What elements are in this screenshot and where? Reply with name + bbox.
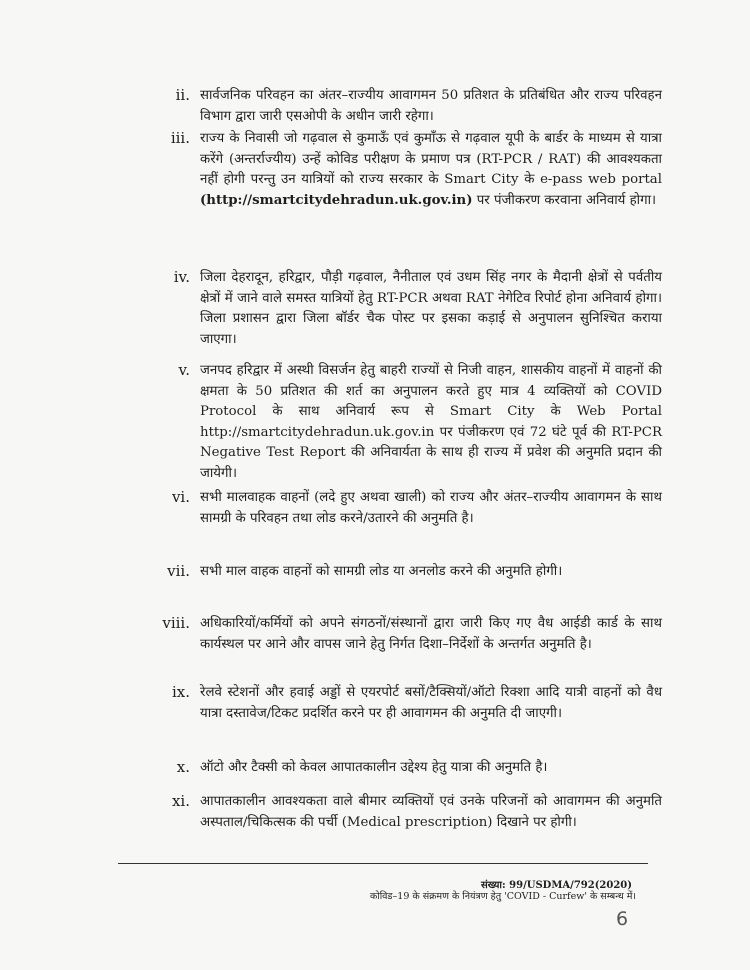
item-number: xi. [171,792,190,810]
item-number: ix. [171,683,190,701]
item-text: अधिकारियों/कर्मियों को अपने संगठनों/संस्थानों द्वारा जारी किए गए वैध आईडी कार्ड के साथ कार्यस्थल पर आने और वापस जाने हेतु निर्गत दिशा–निर्देशों के अन्तर्गत अनुमति है। [200,616,662,652]
item-number: vi. [171,488,190,506]
item-text: सभी मालवाहक वाहनों (लदे हुए अथवा खाली) को राज्य और अंतर–राज्यीय आवागमन के साथ सामग्री के परिवहन तथा लोड करने/उतारने की अनुमति है। [200,490,662,526]
item-text: आपातकालीन आवश्यकता वाले बीमार व्यक्तियों एवं उनके परिजनों को आवागमन की अनुमति अस्पताल/चिकित्सक की पर्ची (Medical prescription) दिखाने पर होगी। [200,794,662,830]
item-text: सभी माल वाहक वाहनों को सामग्री लोड या अनलोड करने की अनुमति होगी। [200,564,563,579]
item-text: राज्य के निवासी जो गढ़वाल से कुमाऊँ एवं कुमाँऊ से गढ़वाल यूपी के बार्डर के माध्यम से यात्रा करेंगे (अन्तर्राज्यीय) उन्हें कोविड परीक्षण के प्रमाण पत्र (RT-PCR / RAT) की आवश्यकता नहीं होगी परन्तु उन यात्रियों को राज्य सरकार के Smart City के e-pass web portal (http://smartcitydehradun.uk.gov.in) पर पंजीकरण करवाना अनिवार्य होगा। [200,131,662,208]
item-number: v. [178,361,190,379]
item-number: x. [176,758,190,776]
portal-url: (http://smartcitydehradun.uk.gov.in) [200,192,473,208]
item-number: ii. [175,86,190,104]
item-text: सार्वजनिक परिवहन का अंतर–राज्यीय आवागमन 50 प्रतिशत के प्रतिबंधित और राज्य परिवहन विभाग द्वारा जारी एसओपी के अधीन जारी रहेगा। [200,88,662,124]
footer-reference: संख्या: 99/USDMA/792(2020) [480,880,632,891]
item-text: ऑटो और टैक्सी को केवल आपातकालीन उद्देश्य हेतु यात्रा की अनुमति है। [200,760,548,775]
page-number: 6 [616,908,629,930]
item-number: iv. [173,268,190,286]
footer-divider [118,863,648,864]
item-text: जिला देहरादून, हरिद्वार, पौड़ी गढ़वाल, नैनीताल एवं उधम सिंह नगर के मैदानी क्षेत्रों से पर्वतीय क्षेत्रों में जाने वाले समस्त यात्रियों हेतु RT-PCR अथवा RAT नेगेटिव रिपोर्ट होना अनिवार्य होगा। जिला प्रशासन द्वारा जिला बॉर्डर चैक पोस्ट पर इसका कड़ाई से अनुपालन सुनिश्चित कराया जाएगा। [200,270,662,347]
item-number: viii. [162,614,190,632]
item-text: रेलवे स्टेशनों और हवाई अड्डों से एयरपोर्ट बसों/टैक्सियों/ऑटो रिक्शा आदि यात्री वाहनों को वैध यात्रा दस्तावेज/टिकट प्रदर्शित करने पर ही आवागमन की अनुमति दी जाएगी। [200,685,662,721]
item-number: vii. [167,562,190,580]
item-text: जनपद हरिद्वार में अस्थी विसर्जन हेतु बाहरी राज्यों से निजी वाहन, शासकीय वाहनों में वाहनों की क्षमता के 50 प्रतिशत की शर्त का अनुपालन करते हुए मात्र 4 व्यक्तियों को COVID Protocol के साथ अनिवार्य रूप से Smart City के Web Portal http://smartcitydehradun.uk.gov.in पर पंजीकरण एवं 72 घंटे पूर्व की RT-PCR Negative Test Report की अनिवार्यता के साथ ही राज्य में प्रवेश की अनुमति प्रदान की जायेगी। [200,363,662,481]
item-number: iii. [170,129,190,147]
footer-subject: कोविड–19 के संक्रमण के नियंत्रण हेतु 'COVID - Curfew' के सम्बन्ध में। [369,891,636,902]
